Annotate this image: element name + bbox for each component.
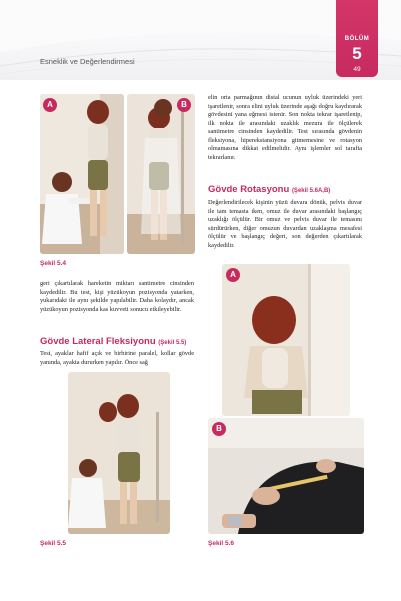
chapter-tab-label: BÖLÜM	[344, 36, 370, 42]
figure-5-6b-badge: B	[212, 422, 226, 436]
section-heading-trunk-rotation	[208, 184, 330, 195]
right-paragraph-2: Değerlendirilecek kişinin yüzü duvara dönük, pelvis duvar ile tam temasta iken, omuz ile duvar arasındaki başlangıç uzaklığı ölçülür. Bir omuz ve pelvis duvar ile temasını sürdürürken, diğer omuzun duvardan uzaklaşma mesafesi ölçülür ve başlangıç değeri, son değerden çıkartılarak kaydedilir.	[208, 199, 362, 249]
page-number: 49	[353, 66, 361, 73]
figure-5-4-caption: Şekil 5.4	[40, 260, 67, 267]
figure-5-5-caption: Şekil 5.5	[40, 540, 67, 547]
figure-5-4a-photo	[40, 94, 124, 254]
section-heading-lateral-flexion-text: Gövde Lateral Fleksiyonu	[40, 336, 156, 347]
figure-5-4a-badge: A	[43, 98, 57, 112]
figure-5-6a-photo	[222, 264, 350, 416]
figure-5-4b-badge: B	[177, 98, 191, 112]
figure-5-5-photo	[68, 372, 170, 534]
figure-5-6a-badge: A	[226, 268, 240, 282]
section-heading-lateral-flexion-ref: (Şekil 5.5)	[158, 340, 187, 346]
figure-5-6-caption: Şekil 5.6	[208, 540, 235, 547]
chapter-title: Esneklik ve Değerlendirmesi	[40, 57, 135, 66]
section-heading-trunk-rotation-text: Gövde Rotasyonu	[208, 184, 290, 195]
section-heading-trunk-rotation-ref: (Şekil 5.6A,B)	[291, 188, 331, 194]
right-paragraph-1: elin orta parmağının distal ucunun uyluk üzerindeki yeri işaretlenir, sonra elini uyluk üzerinde aşağı doğru kaydırarak gövdesini yana eğmesi istenir. Son nokta tekrar işaretlenip, ilk nokta ile arasındaki uzaklık mezura ile ölçülerek santimetre cinsinden kaydedilir. Test sırasında gövdenin fleksiyona, hiperekstansiyona gitmemesine ve rotasyon olmamasına dikkat edilmelidir. Aynı işlemler sol tarafta tekrarlanır.	[208, 94, 362, 161]
left-paragraph-1: geri çıkartılarak hareketin miktarı santimetre cinsinden kaydedilir. Bu test, kişi yüzükoyun pozisyonda yatarken, yukarıdaki ile aynı şekilde yapılabilir. Daha kolaydır, ancak yüzükoyun pozisyonda kas kuvveti sonucu etkileyebilir.	[40, 280, 194, 313]
section-heading-lateral-flexion	[40, 336, 186, 347]
figure-5-6b-photo	[208, 418, 364, 534]
left-paragraph-2: Test, ayaklar hafif açık ve birbirine paralel, kollar gövde yanında, ayakta dururken yapılır. Önce sağ	[40, 350, 194, 366]
chapter-number: 5	[352, 44, 362, 63]
figure-5-4b-photo	[127, 94, 195, 254]
chapter-tab	[336, 0, 378, 77]
